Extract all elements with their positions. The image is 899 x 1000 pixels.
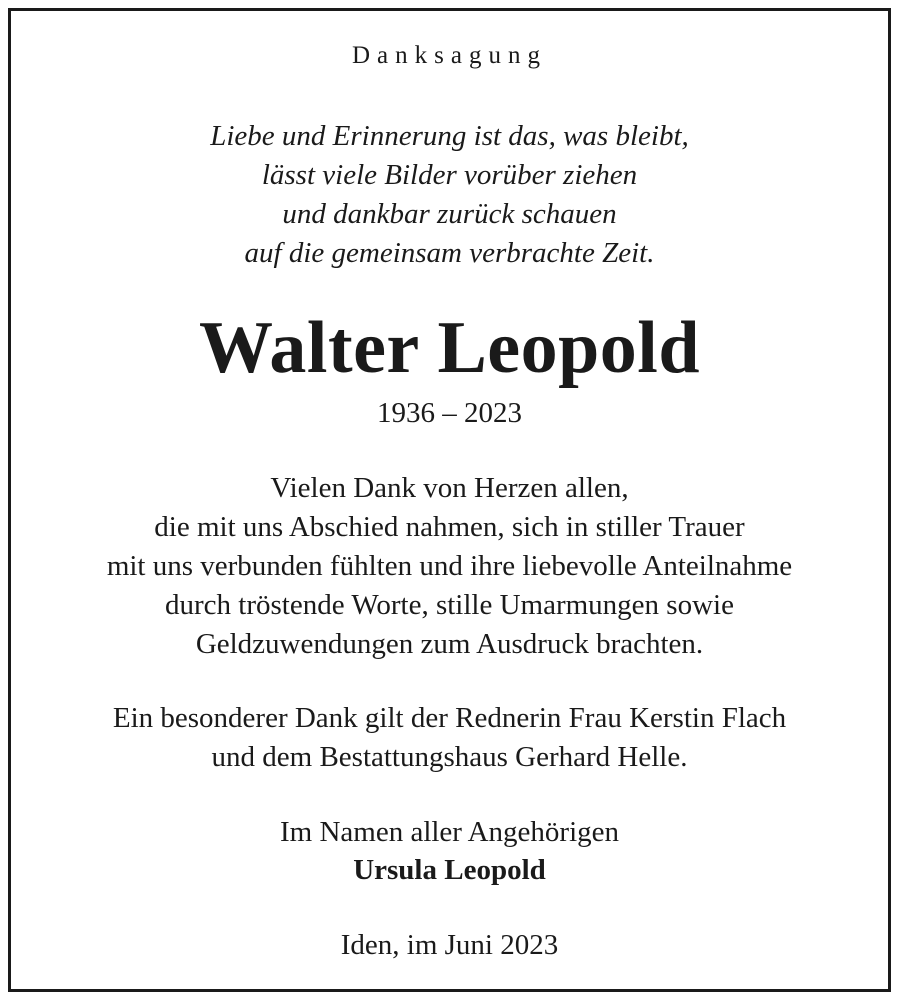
poem-line: und dankbar zurück schauen [282, 198, 617, 230]
signer-name: Ursula Leopold [353, 854, 546, 886]
thanks-line: durch tröstende Worte, stille Umarmungen sowie [165, 589, 734, 621]
special-thanks-line: Ein besonderer Dank gilt der Rednerin Frau Kerstin Flach [112, 702, 787, 734]
thanks-line: die mit uns Abschied nahmen, sich in stiller Trauer [154, 511, 745, 543]
poem-line: lässt viele Bilder vorüber ziehen [261, 159, 638, 191]
notice-heading: Danksagung [352, 42, 547, 69]
signature-block [11, 813, 888, 889]
poem-line: auf die gemeinsam verbrachte Zeit. [244, 237, 655, 269]
deceased-name: Walter Leopold [198, 307, 701, 389]
thanks-line: mit uns verbunden fühlten und ihre liebevolle Anteilnahme [106, 550, 793, 582]
thanks-block [11, 469, 888, 664]
notice-frame [8, 8, 891, 992]
special-thanks-block [11, 699, 888, 777]
poem-block [11, 117, 888, 273]
poem-line: Liebe und Erinnerung ist das, was bleibt, [210, 120, 689, 152]
thanks-line: Geldzuwendungen zum Ausdruck brachten. [195, 628, 704, 660]
life-years: 1936 – 2023 [377, 397, 522, 429]
special-thanks-line: und dem Bestattungshaus Gerhard Helle. [211, 741, 688, 773]
place-date: Iden, im Juni 2023 [340, 929, 559, 961]
thanks-line: Vielen Dank von Herzen allen, [270, 472, 629, 504]
closing-line: Im Namen aller Angehörigen [279, 816, 620, 848]
